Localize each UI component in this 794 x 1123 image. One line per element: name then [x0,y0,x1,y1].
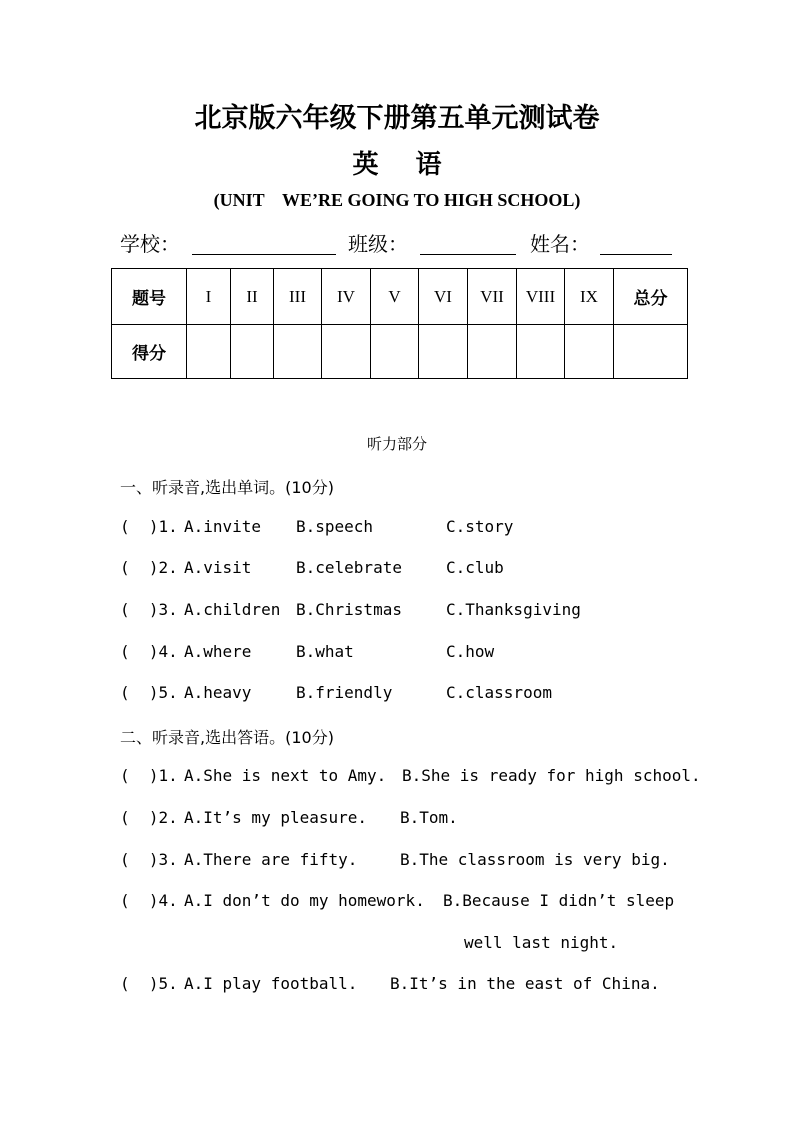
total-header: 总分 [614,269,688,325]
option-b: B.Christmas [296,600,402,619]
question-number: ( )1. [120,766,178,785]
part2-question-1 [120,766,701,790]
part2-question-3 [120,850,670,874]
column-1: I [187,269,231,325]
score-cell[interactable] [565,325,614,379]
table-row [112,325,688,379]
score-cell[interactable] [468,325,517,379]
column-7: VII [468,269,517,325]
name-label: 姓名： [530,232,590,256]
score-cell[interactable] [322,325,371,379]
question-number: ( )1. [120,517,178,536]
part1-question-2 [120,558,504,582]
score-row-label: 得分 [112,325,187,379]
option-c: C.story [446,517,514,536]
table-row [112,269,688,325]
score-cell[interactable] [419,325,468,379]
option-b: B.It’s in the east of China. [390,974,660,993]
option-a: A.I play football. [184,974,358,993]
score-cell[interactable] [274,325,322,379]
option-b: B.friendly [296,683,393,702]
listening-section-title: 听力部分 [366,435,427,453]
option-b: B.She is ready for high school. [402,766,701,785]
option-a: A.It’s my pleasure. [184,808,368,827]
column-2: II [231,269,274,325]
part2-question-2 [120,808,458,832]
question-number: ( )3. [120,850,178,869]
question-number: ( )4. [120,891,178,910]
option-a: A.visit [184,558,252,577]
class-field[interactable] [420,254,516,255]
part1-question-3 [120,600,581,624]
option-a: A.She is next to Amy. [184,766,387,785]
option-b: B.The classroom is very big. [400,850,670,869]
column-4: IV [322,269,371,325]
option-a: A.There are fifty. [184,850,358,869]
question-number: ( )4. [120,642,178,661]
part1-question-4 [120,642,495,666]
name-field[interactable] [600,254,672,255]
question-number: ( )2. [120,808,178,827]
column-9: IX [565,269,614,325]
option-a: A.invite [184,517,262,536]
column-8: VIII [517,269,565,325]
column-5: V [371,269,419,325]
option-b: B.celebrate [296,558,402,577]
column-3: III [274,269,322,325]
exam-subject: 英 语 [352,150,442,180]
part1-question-1 [120,517,514,541]
option-a: A.heavy [184,683,252,702]
exam-title: 北京版六年级下册第五单元测试卷 [194,103,600,134]
option-b: B.what [296,642,354,661]
option-b-continued: well last night. [464,933,619,952]
part1-question-5 [120,683,552,707]
part2-question-4 [120,891,675,915]
exam-unit: (UNIT WE’RE GOING TO HIGH SCHOOL) [213,190,581,210]
part1-title: 一、听录音,选出单词。(10分) [120,478,334,497]
score-cell[interactable] [231,325,274,379]
option-a: A.I don’t do my homework. [184,891,425,910]
total-score-cell[interactable] [614,325,688,379]
question-number: ( )5. [120,683,178,702]
score-cell[interactable] [187,325,231,379]
option-c: C.classroom [446,683,552,702]
part2-question-4-continuation [120,933,619,957]
option-a: A.where [184,642,252,661]
score-cell[interactable] [371,325,419,379]
option-c: C.club [446,558,504,577]
option-a: A.children [184,600,281,619]
score-cell[interactable] [517,325,565,379]
question-number: ( )3. [120,600,178,619]
class-label: 班级： [348,232,408,256]
part2-title: 二、听录音,选出答语。(10分) [120,728,334,747]
question-number-header: 题号 [112,269,187,325]
part2-question-5 [120,974,660,998]
score-table [111,268,688,379]
option-b: B.Because I didn’t sleep [443,891,675,910]
question-number: ( )5. [120,974,178,993]
option-c: C.how [446,642,495,661]
student-info [120,228,680,258]
school-label: 学校： [120,232,180,256]
option-b: B.Tom. [400,808,458,827]
column-6: VI [419,269,468,325]
option-c: C.Thanksgiving [446,600,581,619]
question-number: ( )2. [120,558,178,577]
school-field[interactable] [192,254,336,255]
option-b: B.speech [296,517,374,536]
